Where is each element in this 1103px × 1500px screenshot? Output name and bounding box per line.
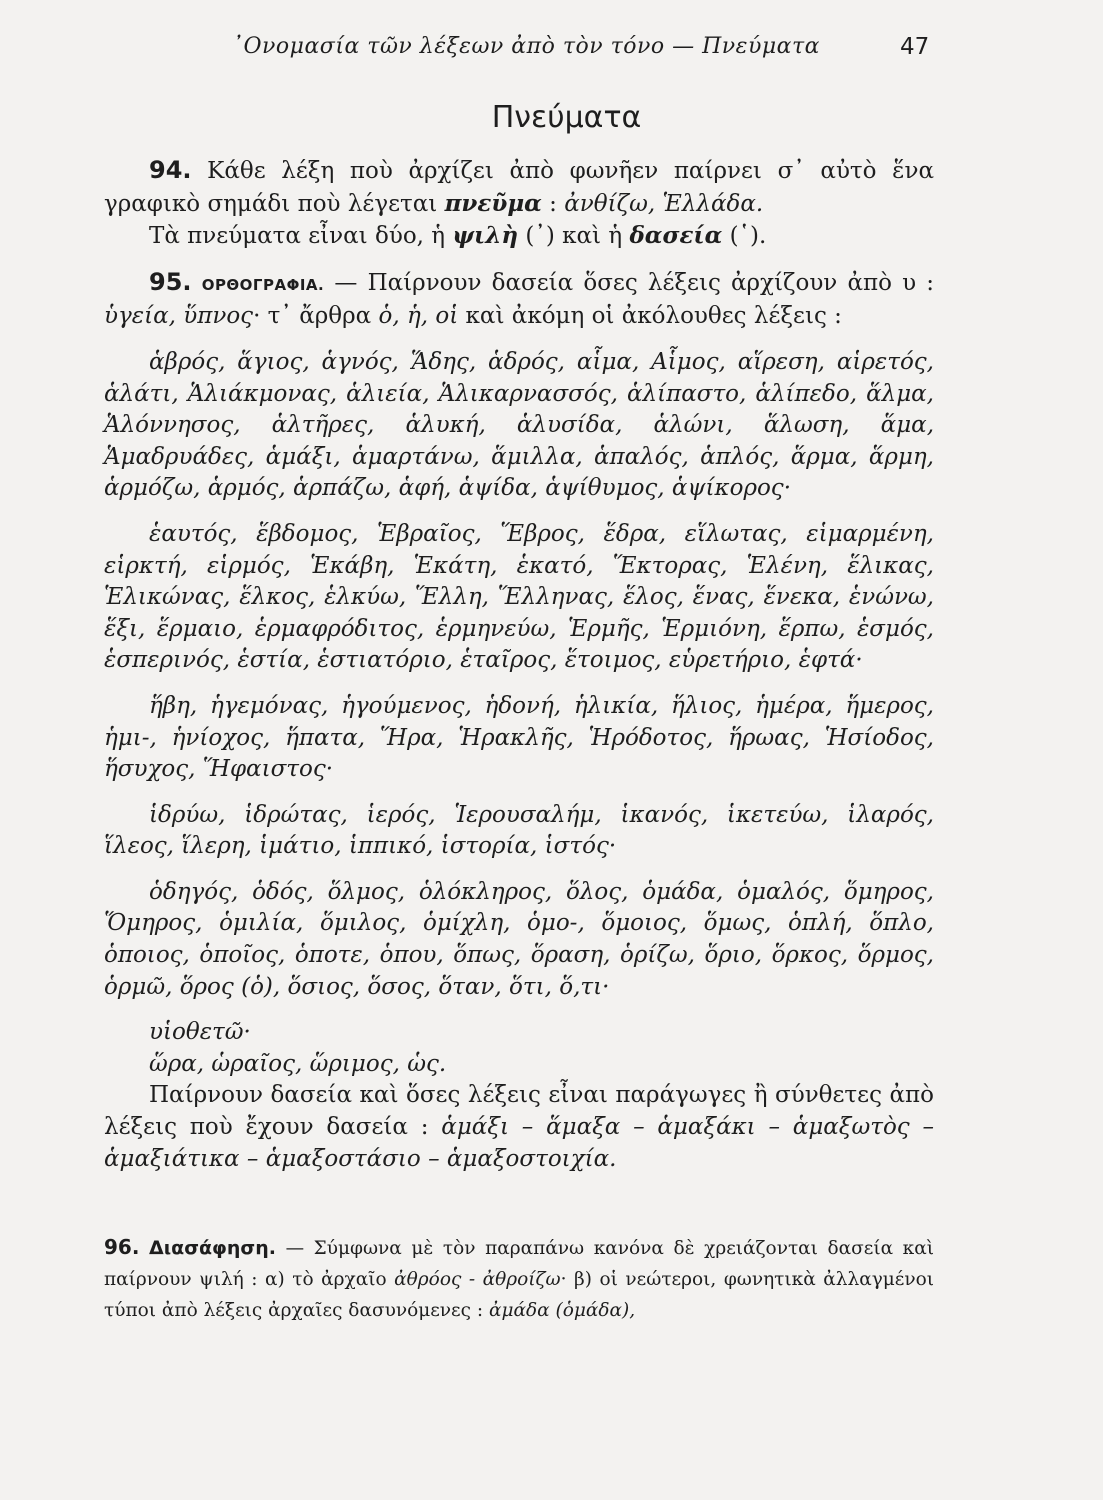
word-list-upsilon: υἱοθετῶ· [149, 1019, 251, 1046]
page-number: 47 [900, 34, 930, 60]
word-list-eta: ἥβη, ἡγεμόνας, ἡγούμενος, ἡδονή, ἡλικία, ἥλιος, ἡμέρα, ἥμερος, ἡμι-, ἡνίοχος, ἥπατα, Ἥρα, Ἡρακλῆς, Ἡρόδοτος, ἥρωας, Ἡσίοδος, ἥσυχος, Ἥφαιστος· [104, 692, 934, 783]
paragraph-number: 96. [104, 1235, 140, 1259]
term-daseia: δασεία [629, 222, 723, 250]
word-list-omicron: ὁδηγός, ὁδός, ὅλμος, ὁλόκληρος, ὅλος, ὁμάδα, ὁμαλός, ὅμηρος, Ὅμηρος, ὁμιλία, ὅμιλος, ὁμίχλη, ὁμο-, ὅμοιος, ὅμως, ὁπλή, ὅπλο, ὁποιος, ὁποῖος, ὁποτε, ὁπου, ὅπως, ὅραση, ὁρίζω, ὅριο, ὅρκος, ὅρμος, ὁρμῶ, ὅρος (ὁ), ὅσιος, ὅσος, ὅταν, ὅτι, ὅ,τι· [104, 878, 934, 1000]
diasafisi-label: Διασάφηση. [149, 1237, 276, 1259]
paragraph-96: 96. Διασάφηση. — Σύμφωνα μὲ τὸν παραπάνω κανόνα δὲ χρειάζονται δασεία καὶ παίρνουν ψιλή : α) τὸ ἀρχαῖο ἀθρόος - ἀθροίζω· β) οἱ νεώτεροι, φωνητικὰ ἀλλαγμένοι τύποι ἀπὸ λέξεις ἀρχαῖες δασυνόμενες : ἀμάδα (ὁμάδα), [104, 1235, 934, 1321]
term-psili: ψιλὴ [452, 222, 519, 250]
closing-paragraph: Παίρνουν δασεία καὶ ὅσες λέξεις εἶναι παράγωγες ἢ σύνθετες ἀπὸ λέξεις ποὺ ἔχουν δασεία : ἁμάξι – ἅμαξα – ἁμαξάκι – ἁμαξωτὸς – ἁμαξιάτικα – ἁμαξοστάσιο – ἁμαξοστοιχία. [104, 1082, 934, 1172]
word-list-omega: ὥρα, ὡραῖος, ὥριμος, ὡς. [149, 1050, 447, 1077]
word-list-epsilon: ἑαυτός, ἕβδομος, Ἑβραῖος, Ἕβρος, ἕδρα, εἵλωτας, εἱμαρμένη, εἱρκτή, εἱρμός, Ἑκάβη, Ἑκάτη, ἑκατό, Ἕκτορας, Ἑλένη, ἕλικας, Ἑλικώνας, ἕλκος, ἑλκύω, Ἕλλη, Ἕλληνας, ἕλος, ἕνας, ἕνεκα, ἑνώνω, ἕξι, ἕρμαιο, ἑρμαφρόδιτος, ἑρμηνεύω, Ἑρμῆς, Ἑρμιόνη, ἕρπω, ἑσμός, ἑσπερινός, ἑστία, ἑστιατόριο, ἑταῖρος, ἕτοιμος, εὑρετήριο, ἑφτά· [104, 520, 934, 674]
paragraph-94: 94. Κάθε λέξη ποὺ ἀρχίζει ἀπὸ φωνῆεν παίρνει σ᾿ αὐτὸ ἕνα γραφικὸ σημάδι ποὺ λέγεται πνεῦμα : ἀνθίζω, Ἑλλάδα. [104, 156, 934, 217]
orthografia-label: ΟΡΘΟΓΡΑΦΙΑ. [201, 275, 325, 294]
term-pneuma: πνεῦμα [444, 189, 542, 217]
running-title: ᾿Ονομασία τῶν λέξεων ἀπὸ τὸν τόνο — Πνεύματα [232, 34, 821, 59]
paragraph-95: 95. ΟΡΘΟΓΡΑΦΙΑ. — Παίρνουν δασεία ὅσες λέξεις ἀρχίζουν ἀπὸ υ : ὑγεία, ὕπνος· τ᾿ ἄρθρα ὁ, ἡ, οἱ καὶ ἀκόμη οἱ ἀκόλουθες λέξεις : [104, 267, 934, 330]
word-list-iota: ἱδρύω, ἱδρώτας, ἱερός, Ἱερουσαλήμ, ἱκανός, ἱκετεύω, ἱλαρός, ἵλεος, ἵλερη, ἱμάτιο, ἱππικό, ἱστορία, ἱστός· [104, 801, 934, 860]
paragraph-94-line2: Τὰ πνεύματα εἶναι δύο, ἡ ψιλὴ (᾿) καὶ ἡ δασεία (῾). [149, 222, 767, 250]
word-list-alpha: ἁβρός, ἅγιος, ἁγνός, Ἅδης, ἁδρός, αἷμα, Αἷμος, αἵρεση, αἱρετός, ἁλάτι, Ἁλιάκμονας, ἁλιεία, Ἁλικαρνασσός, ἁλίπαστο, ἁλίπεδο, ἅλμα, Ἁλόννησος, ἁλτῆρες, ἁλυκή, ἁλυσίδα, ἁλώνι, ἅλωση, ἅμα, Ἁμαδρυάδες, ἁμάξι, ἁμαρτάνω, ἅμιλλα, ἁπαλός, ἁπλός, ἅρμα, ἅρμη, ἁρμόζω, ἁρμός, ἁρπάζω, ἁφή, ἁψίδα, ἁψίθυμος, ἁψίκορος· [104, 348, 934, 502]
paragraph-number: 95. [149, 267, 192, 296]
section-title: Πνεύματα [491, 100, 642, 135]
paragraph-number: 94. [149, 156, 192, 184]
main-text [104, 155, 934, 1175]
